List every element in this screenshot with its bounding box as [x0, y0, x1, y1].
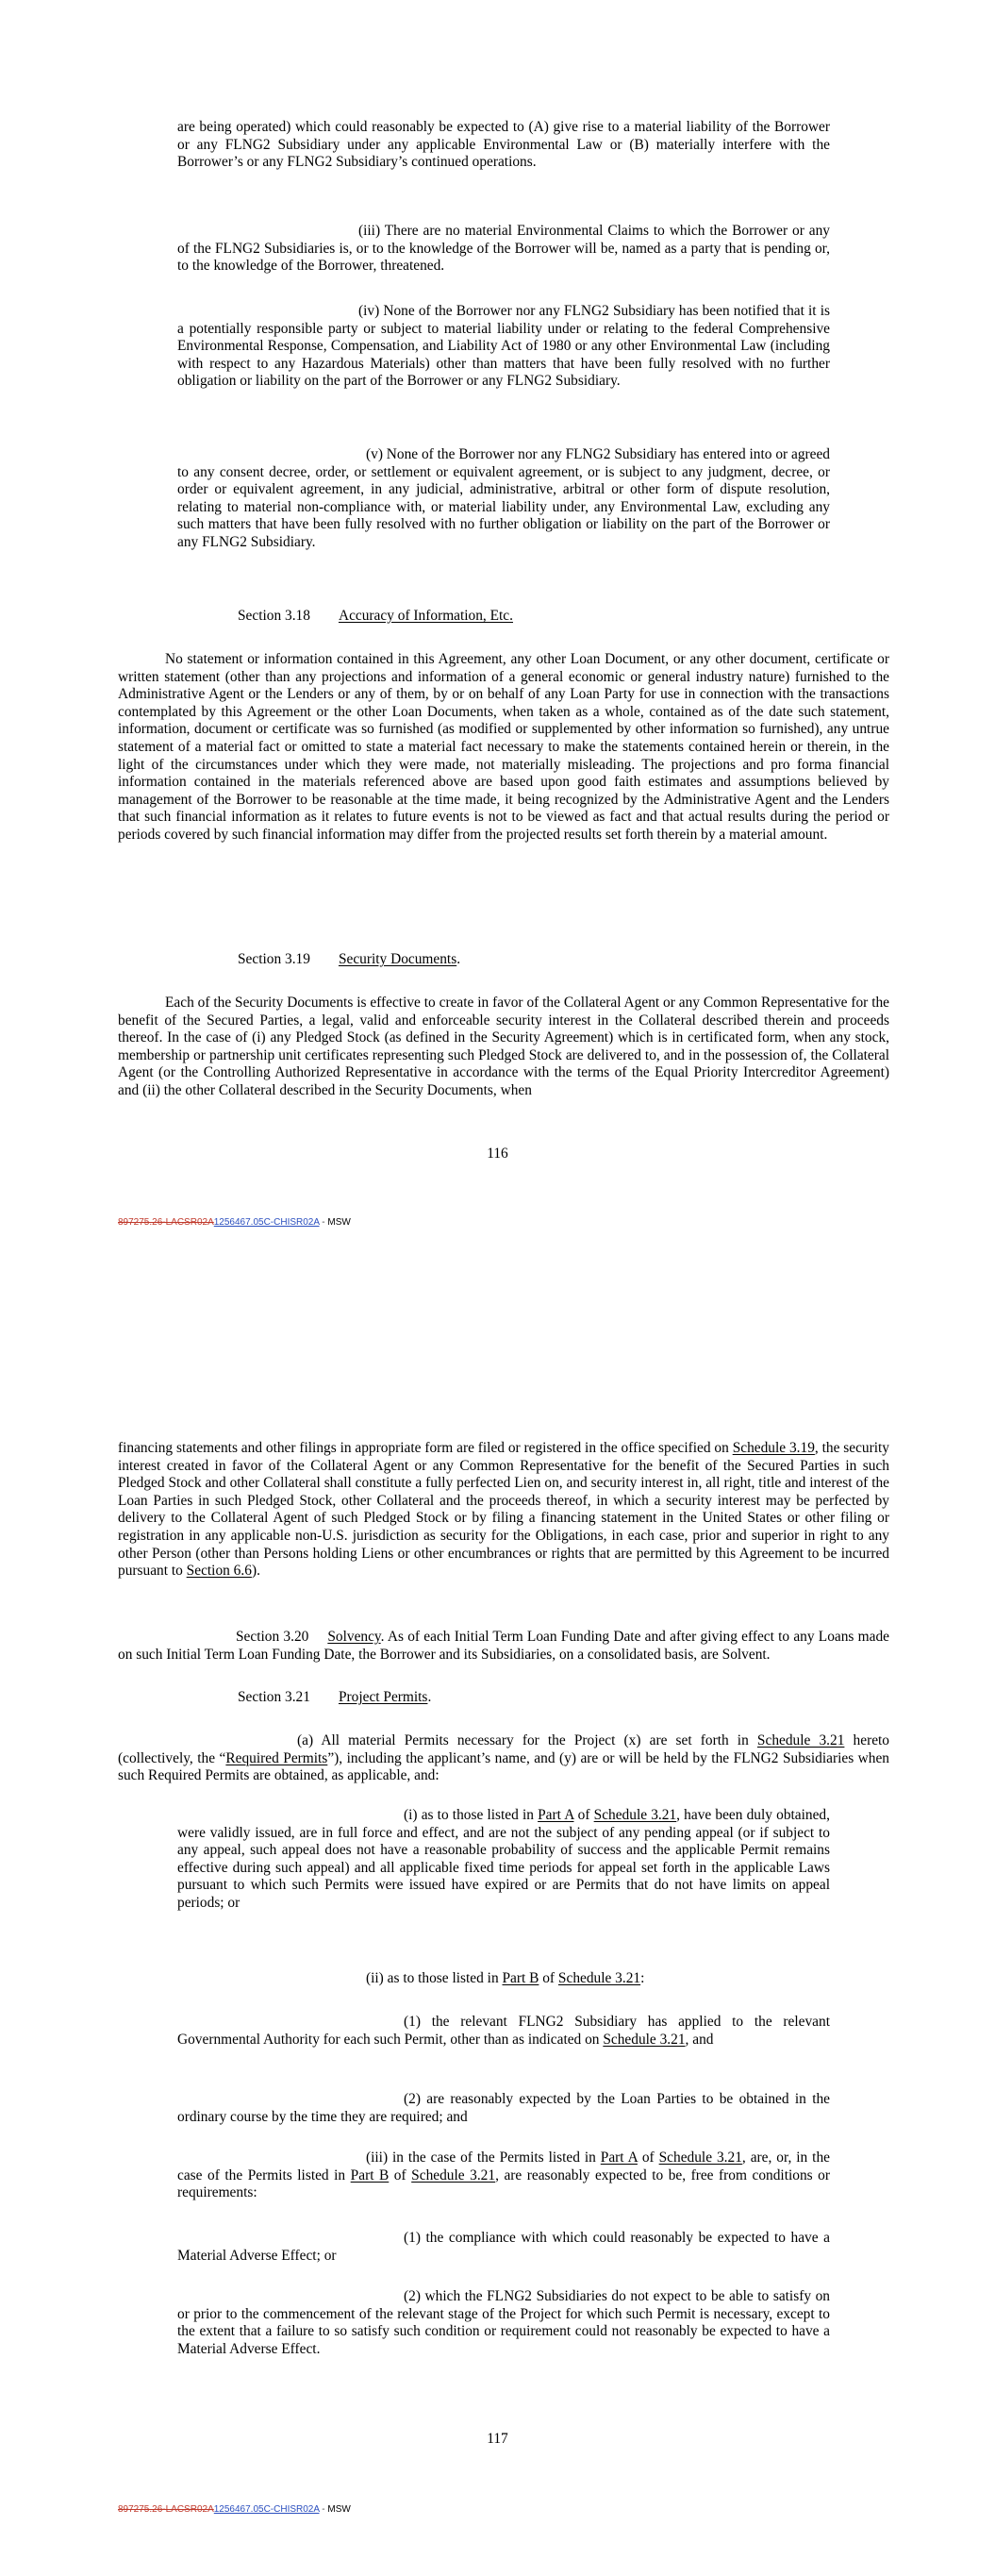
- footer-tag: MSW: [327, 1217, 351, 1228]
- paragraph-i-part-a: [177, 1807, 830, 1913]
- paragraph-iv-responsible-party: (iv) None of the Borrower nor any FLNG2 Subsidiary has been notified that it is a potentially responsible party or subject to material liability under or relating to the federal Comprehensive Environmental Response, Compensation, and Liability Act of 1980 or any other Environmental Law (including with respect to any Hazardous Materials) other than matters that have been fully resolved with no further obligation or liability on the part of the Borrower or any FLNG2 Subsidiary.: [177, 303, 830, 390]
- section-3-20-solvency: [118, 1629, 889, 1664]
- section-reference: Section 6.6: [186, 1563, 252, 1580]
- section-number: Section 3.18: [238, 608, 310, 624]
- text-run: of: [573, 1807, 594, 1823]
- text-run: , the security interest created in favor of the Collateral Agent or any Common Representative for the benefit of the Secured Parties in such Pledged Stock and other Collateral shall constitute a fully perfected Lien on, and security interest in, all right, title and interest of the Loan Parties in such Pledged Stock, other Collateral and the proceeds thereof, in which a security interest may be perfected by delivery to the Collateral Agent of such Pledged Stock or by filing a financing statement in the United States or other filing or registration in any applicable non-U.S. jurisdiction as security for the Obligations, in each case, prior and superior in right to any other Person (other than Persons holding Liens or other encumbrances or rights that are permitted by this Agreement to be incurred pursuant to: [118, 1440, 889, 1580]
- page-number: 116: [487, 1146, 508, 1162]
- footer-separator: -: [319, 1217, 328, 1228]
- footer-deleted-docid: 897275.26-LACSR02A: [118, 2504, 214, 2515]
- section-title-period: .: [456, 951, 461, 967]
- document-page-116: [0, 0, 995, 1246]
- section-3-19-continuation: [118, 1440, 889, 1581]
- schedule-reference: Schedule 3.21: [658, 2149, 742, 2166]
- paragraph-ii-part-b: [177, 1970, 830, 1988]
- part-reference: Part A: [538, 1807, 574, 1823]
- text-run: :: [640, 1970, 645, 1986]
- text-run: of: [389, 2166, 412, 2183]
- paragraph-iii-conditions: [177, 2149, 830, 2202]
- paragraph-a-required-permits: [118, 1732, 889, 1785]
- schedule-reference: Schedule 3.19: [732, 1440, 815, 1456]
- text-run: ).: [251, 1563, 260, 1580]
- section-title: Project Permits: [338, 1689, 428, 1705]
- paragraph-v-consent-decree: (v) None of the Borrower nor any FLNG2 Subsidiary has entered into or agreed to any consent decree, order, or settlement or equivalent agreement, or is subject to any judgment, decree, or order or equivalent agreement, in any judicial, administrative, arbitral or other form of dispute resolution, relating to material non-compliance with, or material liability under, any Environmental Law, excluding any such matters that have been fully resolved with no further obligation or liability on the part of the Borrower or any FLNG2 Subsidiary.: [177, 446, 830, 550]
- part-reference: Part B: [350, 2166, 390, 2183]
- section-title: Security Documents: [338, 951, 457, 967]
- paragraph-iii-1-material-adverse: (1) the compliance with which could reasonably be expected to have a Material Adverse Effect; or: [177, 2230, 830, 2264]
- section-number: Section 3.21: [238, 1689, 310, 1705]
- footer-inserted-docid: 1256467.05C-CHISR02A: [213, 1217, 320, 1228]
- text-run: hereto (collectively, the “: [118, 1732, 889, 1766]
- text-run: ”), including the applicant’s name, and (y) are or will be held by the FLNG2 Subsidiaries when such Required Permits are obtained, as applicable, and:: [118, 1749, 890, 1784]
- footer-deleted-docid: 897275.26-LACSR02A: [118, 1217, 214, 1228]
- paragraph-iii-environmental-claims: (iii) There are no material Environmental Claims to which the Borrower or any of the FLNG2 Subsidiaries is, or to the knowledge of the Borrower will be, named as a party that is pending or, to the knowledge of the Borrower, threatened.: [177, 223, 830, 275]
- schedule-reference: Schedule 3.21: [593, 1807, 677, 1823]
- text-run: (iii) in the case of the Permits listed in: [366, 2149, 601, 2166]
- document-footer: [118, 1217, 351, 1228]
- section-title: Solvency: [327, 1629, 381, 1645]
- footer-tag: MSW: [327, 2504, 351, 2515]
- text-run: (i) as to those listed in: [404, 1807, 539, 1823]
- section-number: Section 3.19: [238, 951, 310, 967]
- schedule-reference: Schedule 3.21: [411, 2166, 496, 2183]
- footer-inserted-docid: 1256467.05C-CHISR02A: [213, 2504, 320, 2515]
- text-run: , have been duly obtained, were validly issued, are in full force and effect, and are not the subject of any pending appeal (or if subject to any appeal, such appeal does not have a reasonable probability of success and the applicable Permit remains effective during such appeal) and all applicable fixed time periods for appeal set forth in the applicable Laws pursuant to which such Permits were issued have expired or are Permits that do not have limits on appeal periods; or: [177, 1807, 830, 1911]
- section-number: Section 3.20: [236, 1629, 309, 1645]
- environmental-continuation-paragraph: are being operated) which could reasonably be expected to (A) give rise to a material liability of the Borrower or any FLNG2 Subsidiary under any applicable Environmental Law or (B) materially interfere with the Borrower’s or any FLNG2 Subsidiary’s continued operations.: [177, 119, 830, 171]
- text-run: , and: [685, 2031, 714, 2048]
- paragraph-iii-2-satisfy: (2) which the FLNG2 Subsidiaries do not expect to be able to satisfy on or prior to the commencement of the relevant stage of the Project for which such Permit is necessary, except to the extent that a failure to so satisfy such condition or requirement could not reasonably be expected to have a Material Adverse Effect.: [177, 2288, 830, 2357]
- page-number: 117: [487, 2431, 508, 2447]
- paragraph-ii-2-obtained: (2) are reasonably expected by the Loan Parties to be obtained in the ordinary course by the time they are required; and: [177, 2091, 830, 2125]
- section-title-period: .: [427, 1689, 432, 1705]
- schedule-reference: Schedule 3.21: [557, 1970, 641, 1986]
- section-3-18-heading: [238, 608, 513, 626]
- part-reference: Part B: [502, 1970, 539, 1986]
- section-3-18-body: No statement or information contained in this Agreement, any other Loan Document, or any other document, certificate or written statement (other than any projections and information of a general economic or general industry nature) furnished to the Administrative Agent or the Lenders or any of them, by or on behalf of any Loan Party for use in connection with the transactions contemplated by this Agreement or the other Loan Documents, when taken as a whole, contained as of the date such statement, information, document or certificate was so furnished (as modified or supplemented by other information so furnished), any untrue statement of a material fact or omitted to state a material fact necessary to make the statements contained herein or therein, in the light of the circumstances under which they were made, not materially misleading. The projections and pro forma financial information contained in the materials referenced above are based upon good faith estimates and assumptions believed by management of the Borrower to be reasonable at the time made, it being recognized by the Administrative Agent and the Lenders that such financial information as it relates to future events is not to be viewed as fact and that actual results during the period or periods covered by such financial information may differ from the projected results set forth therein by a material amount.: [118, 651, 889, 843]
- text-run: (ii) as to those listed in: [366, 1970, 503, 1986]
- section-3-19-heading: [238, 951, 460, 969]
- document-footer: [118, 2504, 351, 2515]
- text-run: of: [637, 2149, 659, 2166]
- text-run: (1) the relevant FLNG2 Subsidiary has applied to the relevant Governmental Authority for each such Permit, other than as indicated on: [177, 2014, 830, 2048]
- text-run: , are, or, in the case of the Permits listed in: [177, 2149, 830, 2183]
- text-run: (a) All material Permits necessary for the Project (x) are set forth in: [297, 1732, 757, 1748]
- schedule-reference: Schedule 3.21: [603, 2031, 686, 2048]
- text-run: , are reasonably expected to be, free from conditions or requirements:: [177, 2166, 830, 2201]
- text-run: of: [539, 1970, 558, 1986]
- text-run: financing statements and other filings in appropriate form are filed or registered in the office specified on: [118, 1440, 733, 1456]
- paragraph-ii-1-applied: [177, 2014, 830, 2049]
- text-run: . As of each Initial Term Loan Funding Date and after giving effect to any Loans made on such Initial Term Loan Funding Date, the Borrower and its Subsidiaries, on a consolidated basis, are Solvent.: [118, 1629, 889, 1663]
- part-reference: Part A: [600, 2149, 638, 2166]
- section-3-19-body: Each of the Security Documents is effective to create in favor of the Collateral Agent or any Common Representative for the benefit of the Secured Parties, a legal, valid and enforceable security interest in the Collateral described therein and proceeds thereof. In the case of (i) any Pledged Stock (as defined in the Security Agreement) which is in certificated form, when any stock, membership or partnership unit certificates representing such Pledged Stock are delivered to, and in the possession of, the Collateral Agent (or the Controlling Authorized Representative in accordance with the terms of the Equal Priority Intercreditor Agreement) and (ii) the other Collateral described in the Security Documents, when: [118, 995, 889, 1098]
- defined-term: Required Permits: [225, 1749, 328, 1766]
- document-page-117: [0, 1321, 995, 2576]
- section-3-21-heading: [238, 1689, 431, 1707]
- footer-separator: -: [319, 2504, 328, 2515]
- section-title: Accuracy of Information, Etc.: [338, 608, 513, 624]
- schedule-reference: Schedule 3.21: [756, 1732, 845, 1748]
